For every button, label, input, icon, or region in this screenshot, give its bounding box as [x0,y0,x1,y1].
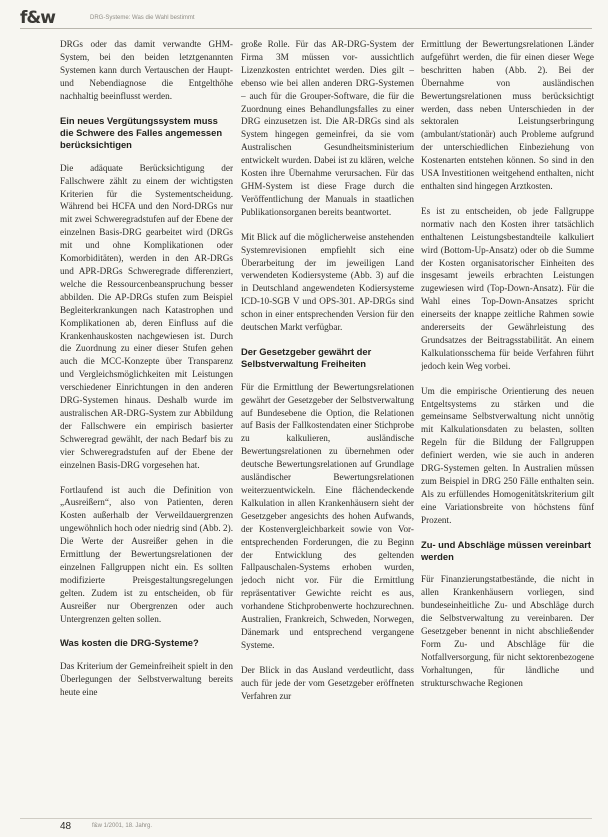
paragraph: Für die Ermittlung der Bewertungsrelationen gewährt der Gesetzgeber der Selbstverwaltung auf Bundesebene die Option, die Relationen auf Basis der Fallkostendaten einer Stichprobe zu kalkulieren, ausländische Bewertungsrelationen zu übernehmen oder deutsche Bewertungsrelationen auf Grundlage ausländischer Bewertungsrelationen weiterzuentwickeln. Eine flächendeckende Kalkulation in allen Krankenhäusern sieht der Gesetzgeber angesichts des hohen Aufwands, der Kostenvergleichbarkeit sowie von Vor-entsprechenden Forderungen, die zu Beginn der Entwicklung des geltenden Fallpauschalen-Systems erhoben wurden, jedoch nicht vor. Für die Ermittlung repräsentativer Gewichte reicht es aus, vorhandene Stichprobenwerte hochzurechnen. Australien, Frankreich, Schweden, Norwegen, Dänemark und entsprechend vergangene Systeme. [241,381,414,650]
issue-info: f&w 1/2001, 18. Jahrg. [92,823,153,829]
section-heading: Zu- und Abschläge müssen vereinbart werden [421,538,591,563]
paragraph: Es ist zu entscheiden, ob jede Fallgruppe normativ nach den Kosten ihrer tatsächlich enthaltenen Leistungsbestandteile kalkuliert wird (Bottom-Up-Ansatz) oder ob die Summe der Kosten organisatorischer Einheiten des insgesamt jeweils erbrachten Leistungen zugewiesen wird (Top-Down-Ansatz). Für die Wahl eines Top-Down-Ansatzes spricht einerseits der knappe zeitliche Rahmen sowie andererseits der Gewährleistung des Grundsatzes der Beitragsstabilität. An einem Kalkulationsschema für beide Verfahren führt jedoch kein Weg vorbei. [421,205,594,371]
paragraph: DRGs oder das damit verwandte GHM-System, bei den beiden letztgenannten Systemen kann durch Vertauschen der Haupt- und Nebendiagnose die Entgelthöhe nachhaltig beeinflusst werden. [60,39,233,101]
paragraph: Um die empirische Orientierung des neuen Entgeltsystems zu stärken und die gemeinsame Selbstverwaltung nicht unnötig mit Kalkulationsdaten zu belasten, sollten Regeln für die Bildung der Fallgruppen definiert werden, wie sie auch in anderen DRG-Systemen gelten. In Australien müssen zum Beispiel in DRG 250 Fälle enthalten sein. Als zu erfüllendes Homogenitätskriterium gilt eine Variationsbreite von höchstens fünf Prozent. [421,385,594,525]
section-heading: Ein neues Vergütungssystem muss die Schwere des Falles angemessen berücksichtigen [60,114,223,151]
text-column-3 [421,38,594,806]
paragraph: Fortlaufend ist auch die Definition von „Ausreißern“, also von Patienten, deren Kosten außerhalb der Verweildauergrenzen ungewöhnlich hoch oder niedrig sind (Abb. 2). Die Werte der Ausreißer gehen in die Ermittlung der Bewertungsrelationen der einzelnen Fallgruppen nicht ein. Es sollten modifizierte Preisgestaltungsregelungen gelten. Zudem ist zu entscheiden, ob für Ausreißer nur Obergrenzen oder auch Untergrenzen gelten sollen. [60,484,233,624]
paragraph: Das Kriterium der Gemeinfreiheit spielt in den Überlegungen der Selbstverwaltung bereits heute eine [60,660,233,697]
section-heading: Der Gesetzgeber gewährt der Selbstverwaltung Freiheiten [241,345,372,370]
page-footer [20,818,592,833]
text-column-2 [241,38,414,806]
paragraph: Mit Blick auf die möglicherweise anstehenden Systemrevisionen empfiehlt sich eine Überarbeitung der im jeweiligen Land verwendeten Kodiersysteme (Abb. 3) auf die in Deutschland angewendeten Kodiersysteme ICD-10-SGB V und OPS-301. AP-DRGs sind schon in einer entsprechenden Version für den deutschen Markt verfügbar. [241,231,414,333]
text-column-1 [60,38,233,806]
page-number: 48 [60,821,72,832]
paragraph: Die adäquate Berücksichtigung der Fallschwere zählt zu einem der wichtigsten Kriterien für die Systementscheidung. Während bei HCFA und den Nord-DRGs nur mit zwei Schweregradstufen auf der Ebene der einzelnen Basis-DRG gearbeitet wird (DRGs mit und ohne Komplikationen oder Komorbiditäten), werden in den AR-DRGs und APR-DRGs Schweregrade differenziert, welche die Ressourcenbeanspruchung besser abbilden. Die AP-DRGs stufen zum Beispiel Begleiterkrankungen nach Katastrophen und Komplikationen ab, deren Einfluss auf die Krankenhauskosten nachgewiesen ist. Durch die Zuordnung zu einer dieser Stufen gehen auch die MCC-Konzepte über Transparenz und Vergleichsmöglichkeiten mit Leistungen verschiedener Einrichtungen in den anderen DRG-Systemen hinaus. Deshalb wurde im australischen AR-DRG-System zur Abbildung der Fallschwere ein empirisch basierter Schweregrad gewählt, der nach Bedarf bis zu vier Schweregradstufen auf der Ebene der einzelnen Basis-DRG vorgesehen hat. [60,162,233,470]
paragraph: große Rolle. Für das AR-DRG-System der Firma 3M müssen vor- aussichtlich Lizenzkosten entrichtet werden. Dies gilt – ebenso wie bei allen anderen DRG-Systemen – auch für die Grouper-Software, die für die Zuordnung eines Behandlungsfalles zu einer DRG einzusetzen ist. Die AR-DRGs sind als System hingegen gemeinfrei, da sie vom Australischen Gesundheitsministerium entwickelt wurden. Dabei ist zu klären, welche Kosten ihre Übernahme verursachen. Für das GHM-System ist diese Frage durch die Veröffentlichung der Manuals in staatlichen Publikationsorganen bereits beantwortet. [241,39,414,217]
paragraph: Der Blick in das Ausland verdeutlicht, dass auch für jede der vom Gesetzgeber eröffneten Verfahren zur [241,664,414,701]
header-running-title: DRG-Systeme: Was die Wahl bestimmt [90,15,195,21]
magazine-logo: f&w [20,8,55,28]
paragraph: Ermittlung der Bewertungsrelationen Länder aufgeführt werden, die für einen dieser Wege beschritten haben (Abb. 2). Bei der Übernahme von ausländischen Bewertungsrelationen muss berücksichtigt werden, dass neben Unterschieden in der sektoralen Leistungserbringung (ambulant/stationär) auch Probleme aufgrund der unterschiedlichen Einbeziehung von Kostenarten entstehen können. So sind in den USA Investitionen weitgehend enthalten, nicht enthalten sind hingegen Arztkosten. [421,39,594,191]
page-header [20,8,592,29]
paragraph: Für Finanzierungstatbestände, die nicht in allen Krankenhäusern vorliegen, sind bundeseinheitliche Zu- und Abschläge durch die Selbstverwaltung zu vereinbaren. Der Gesetzgeber benennt in nicht abschließender Form Zu- und Abschläge für die Notfallversorgung, für nicht sektorenbezogene Vorhaltungen, für ländliche und strukturschwache Regionen [421,574,594,688]
section-heading: Was kosten die DRG-Systeme? [60,637,199,649]
